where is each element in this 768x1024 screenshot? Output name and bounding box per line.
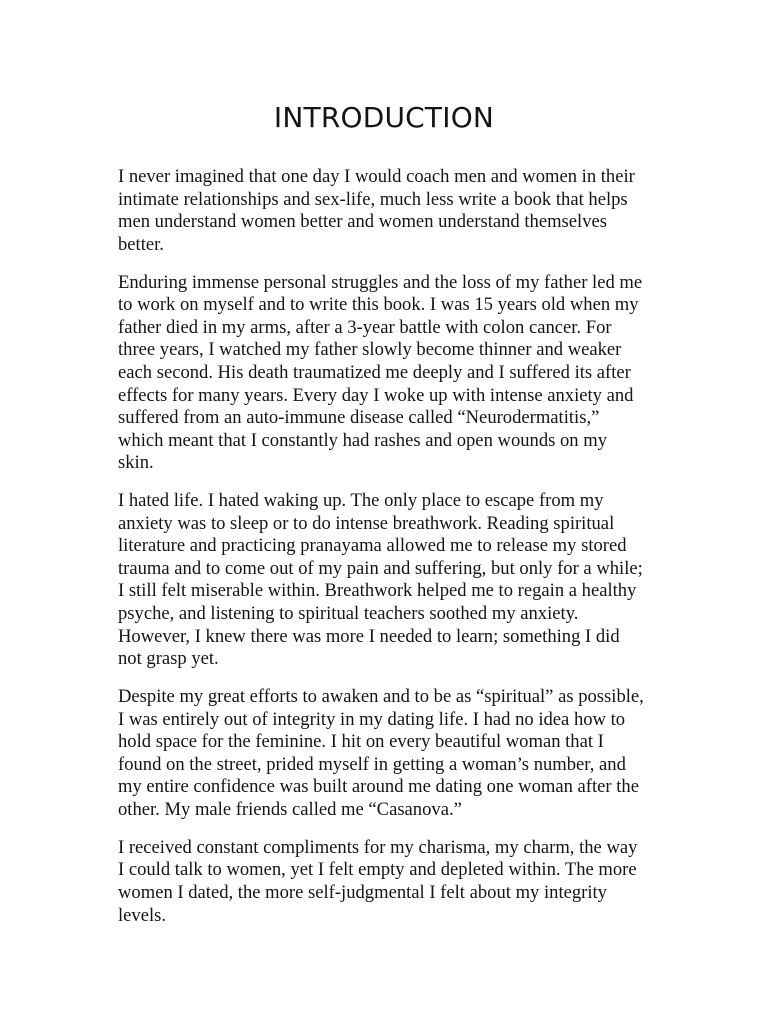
text-line: skin. <box>118 452 154 474</box>
text-line: which meant that I constantly had rashes and open wounds on my <box>118 429 608 451</box>
text-line: levels. <box>118 904 167 926</box>
text-line: I was entirely out of integrity in my dating life. I had no idea how to <box>118 708 626 730</box>
text-line: trauma and to come out of my pain and suffering, but only for a while; <box>118 557 643 579</box>
text-line: suffered from an auto-immune disease called “Neurodermatitis,” <box>118 407 600 429</box>
text-line: I could talk to women, yet I felt empty and depleted within. The more <box>118 859 637 881</box>
text-line: found on the street, prided myself in getting a woman’s number, and <box>118 753 626 775</box>
paragraph-5 <box>118 837 663 927</box>
text-line: psyche, and listening to spiritual teachers soothed my anxiety. <box>118 603 579 625</box>
text-line: literature and practicing pranayama allowed me to release my stored <box>118 535 627 557</box>
text-line: better. <box>118 233 164 255</box>
text-line: anxiety was to sleep or to do intense breathwork. Reading spiritual <box>118 512 615 534</box>
text-line: each second. His death traumatized me deeply and I suffered its after <box>118 361 631 383</box>
text-line: Enduring immense personal struggles and the loss of my father led me <box>118 271 643 293</box>
text-line: I hated life. I hated waking up. The only place to escape from my <box>118 490 604 512</box>
paragraph-3 <box>118 490 663 671</box>
text-line: other. My male friends called me “Casanova.” <box>118 799 462 820</box>
text-line: I still felt miserable within. Breathwork helped me to regain a healthy <box>118 580 637 602</box>
chapter-heading: INTRODUCTION <box>273 101 495 134</box>
text-line: three years, I watched my father slowly become thinner and weaker <box>118 339 622 361</box>
text-line: not grasp yet. <box>118 648 219 670</box>
text-line: hold space for the feminine. I hit on every beautiful woman that I <box>118 731 604 753</box>
paragraph-2 <box>118 272 663 475</box>
paragraph-1 <box>118 166 663 256</box>
text-line: I never imagined that one day I would coach men and women in their <box>118 166 635 187</box>
text-line: intimate relationships and sex-life, much less write a book that helps <box>118 188 628 210</box>
text-line: to work on myself and to write this book. I was 15 years old when my <box>118 294 639 316</box>
text-line: effects for many years. Every day I woke up with intense anxiety and <box>118 384 634 406</box>
text-line: my entire confidence was built around me dating one woman after the <box>118 776 639 798</box>
text-line: However, I knew there was more I needed to learn; something I did <box>118 625 620 647</box>
text-line: father died in my arms, after a 3-year battle with colon cancer. For <box>118 316 612 338</box>
text-line: men understand women better and women understand themselves <box>118 211 607 233</box>
text-line: women I dated, the more self-judgmental I felt about my integrity <box>118 881 607 903</box>
chapter-body <box>118 166 663 942</box>
text-line: Despite my great efforts to awaken and to be as “spiritual” as possible, <box>118 686 644 708</box>
text-line: I received constant compliments for my charisma, my charm, the way <box>118 836 638 858</box>
paragraph-4 <box>118 686 663 822</box>
